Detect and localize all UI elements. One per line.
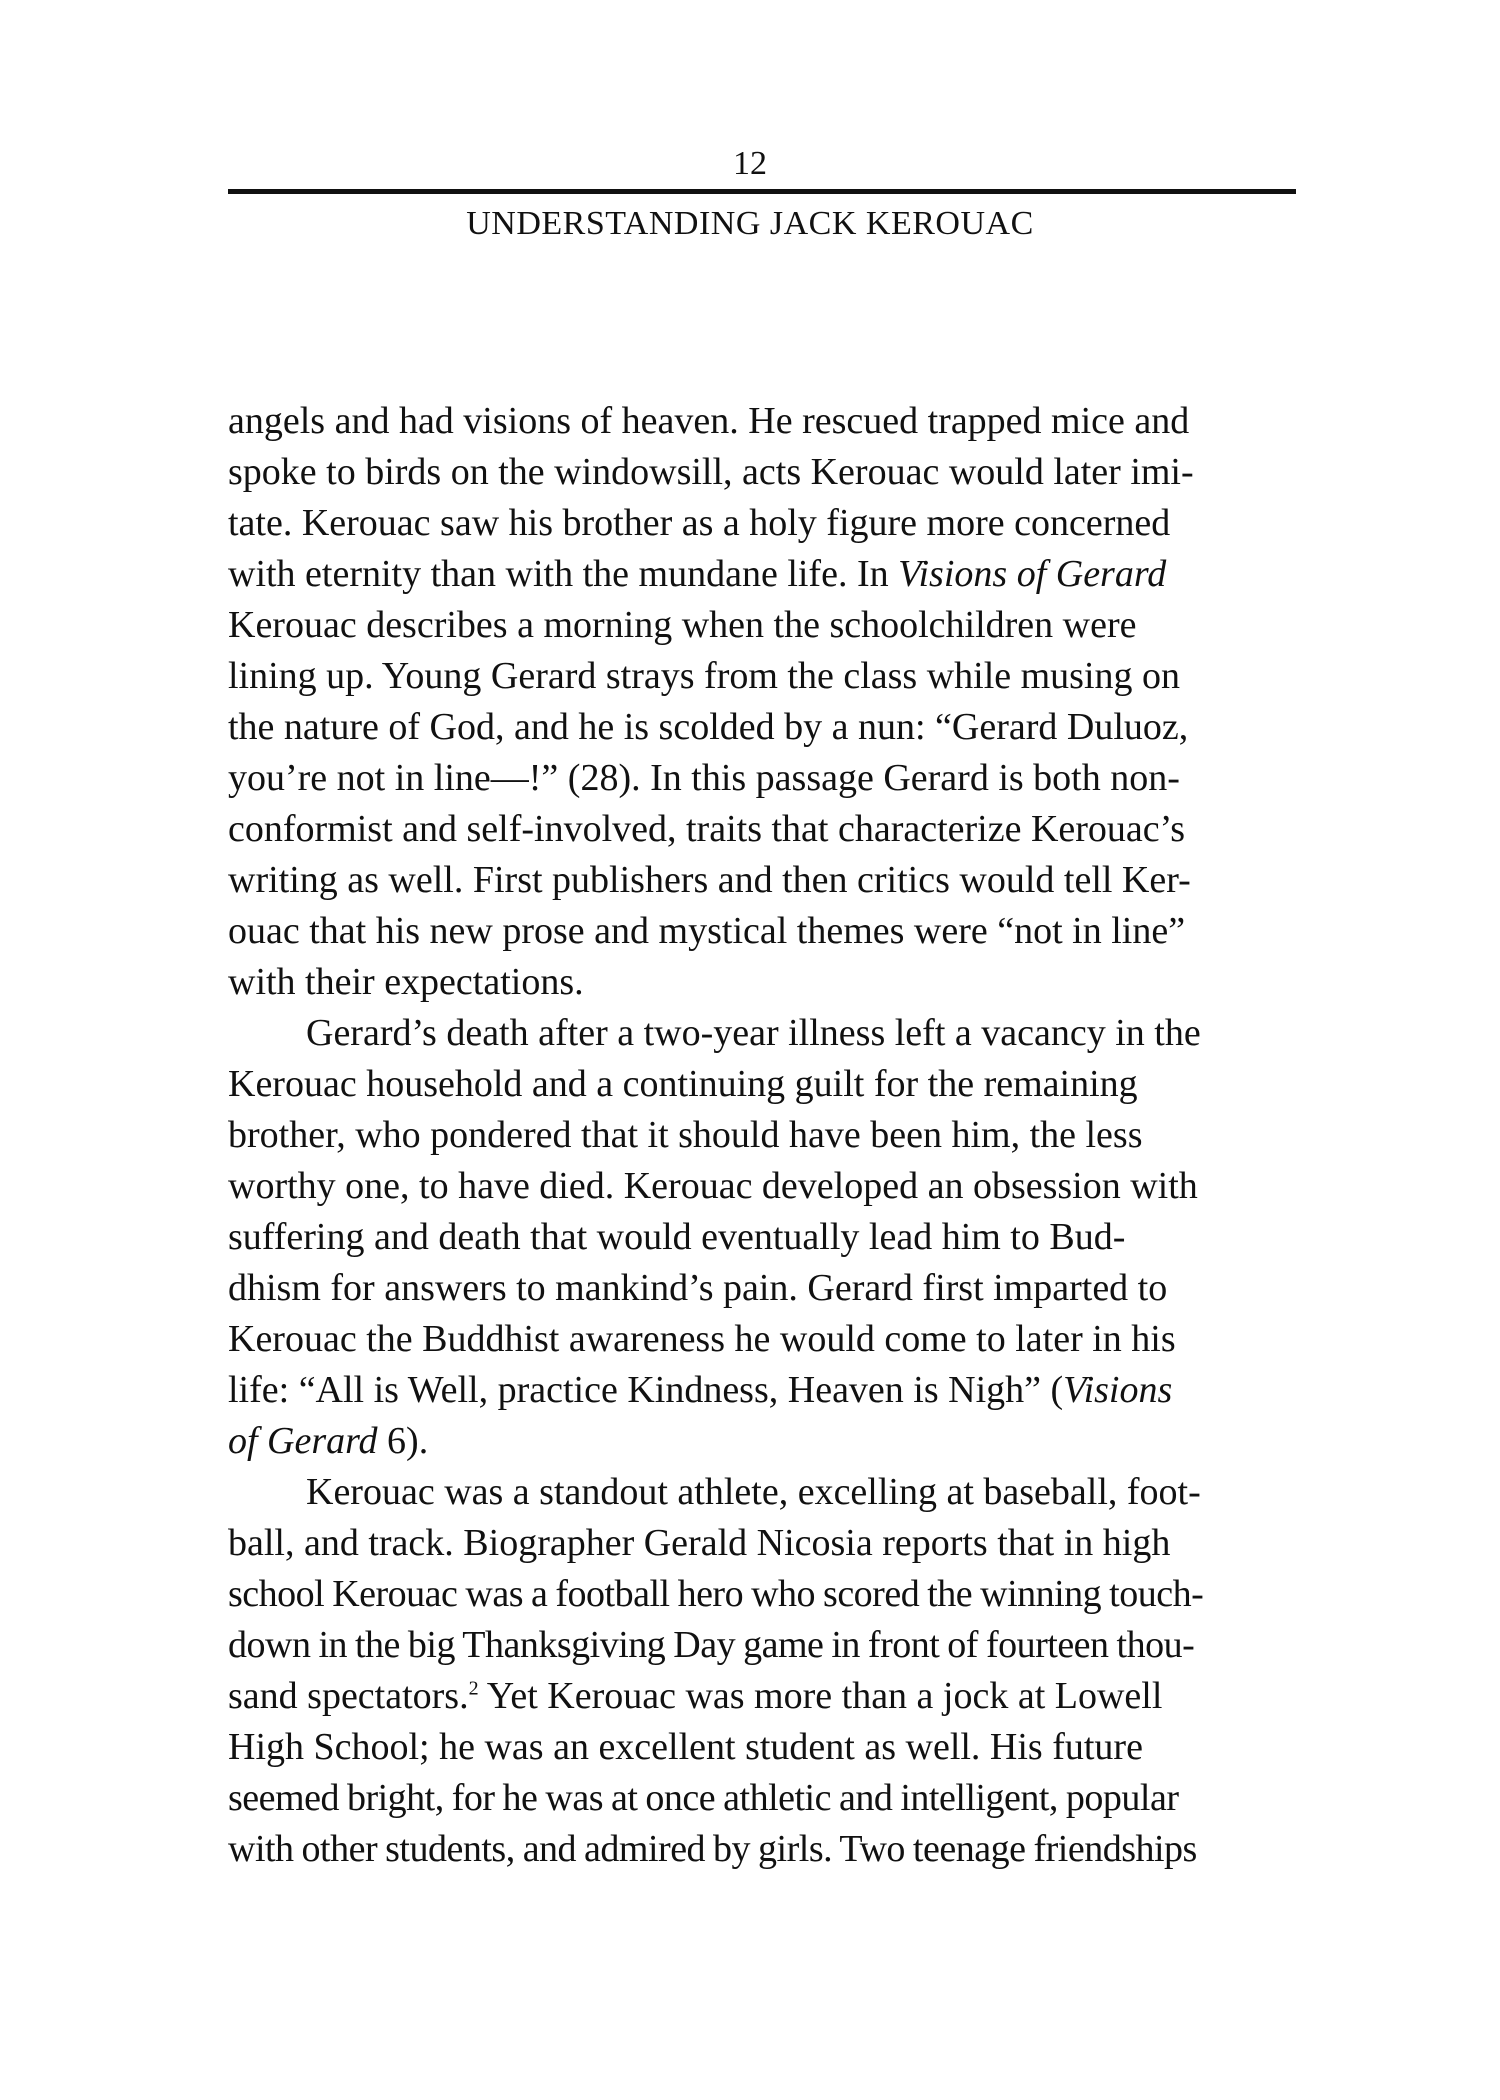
book-title: Visions	[1063, 1369, 1173, 1411]
header-rule	[228, 189, 1296, 194]
text-run: life: “All is Well, practice Kindness, Heaven is Nigh” (	[228, 1369, 1064, 1411]
text-line: Kerouac household and a continuing guilt for the remaining	[228, 1063, 1138, 1105]
text-line: conformist and self-involved, traits that characterize Kerouac’s	[228, 808, 1185, 850]
text-line: you’re not in line—!” (28). In this passage Gerard is both non-	[228, 757, 1180, 799]
text-line: angels and had visions of heaven. He rescued trapped mice and	[228, 400, 1190, 442]
text-line	[228, 1671, 1296, 1722]
text-line: spoke to birds on the windowsill, acts Kerouac would later imi-	[228, 451, 1194, 493]
text-line: seemed bright, for he was at once athletic and intelligent, popular	[228, 1777, 1179, 1819]
text-line: the nature of God, and he is scolded by a nun: “Gerard Duluoz,	[228, 706, 1189, 748]
text-line: Kerouac the Buddhist awareness he would come to later in his	[228, 1318, 1176, 1360]
body-text	[228, 396, 1296, 1875]
text-line: Kerouac was a standout athlete, excelling at baseball, foot-	[306, 1471, 1201, 1513]
text-line: Kerouac describes a morning when the schoolchildren were	[228, 604, 1137, 646]
text-line	[228, 1416, 1296, 1467]
text-run: 6).	[377, 1420, 429, 1462]
book-title: Visions of Gerard	[898, 553, 1167, 595]
text-line: Gerard’s death after a two-year illness left a vacancy in the	[306, 1012, 1201, 1054]
text-run: Yet Kerouac was more than a jock at Lowell	[478, 1675, 1163, 1717]
text-run: sand spectators.	[228, 1675, 469, 1717]
text-line: lining up. Young Gerard strays from the class while musing on	[228, 655, 1181, 697]
text-line: worthy one, to have died. Kerouac developed an obsession with	[228, 1165, 1198, 1207]
text-line: with other students, and admired by girls. Two teenage friendships	[228, 1828, 1197, 1870]
text-line: High School; he was an excellent student as well. His future	[228, 1726, 1143, 1768]
text-line: tate. Kerouac saw his brother as a holy figure more concerned	[228, 502, 1171, 544]
text-run: with eternity than with the mundane life. In	[228, 553, 899, 595]
text-line: suffering and death that would eventually lead him to Bud-	[228, 1216, 1126, 1258]
text-line: school Kerouac was a football hero who scored the winning touch-	[228, 1573, 1204, 1615]
text-line: ball, and track. Biographer Gerald Nicosia reports that in high	[228, 1522, 1171, 1564]
page-number: 12	[733, 145, 767, 182]
text-line: writing as well. First publishers and then critics would tell Ker-	[228, 859, 1191, 901]
text-line: with their expectations.	[228, 961, 584, 1003]
book-title: of Gerard	[228, 1420, 378, 1462]
text-line: down in the big Thanksgiving Day game in front of fourteen thou-	[228, 1624, 1195, 1666]
text-line	[228, 1365, 1296, 1416]
running-head: UNDERSTANDING JACK KEROUAC	[466, 205, 1034, 242]
footnote-ref[interactable]: 2	[468, 1677, 479, 1700]
text-line: ouac that his new prose and mystical themes were “not in line”	[228, 910, 1186, 952]
text-line: brother, who pondered that it should have been him, the less	[228, 1114, 1143, 1156]
text-line	[228, 549, 1296, 600]
text-line: dhism for answers to mankind’s pain. Gerard first imparted to	[228, 1267, 1168, 1309]
